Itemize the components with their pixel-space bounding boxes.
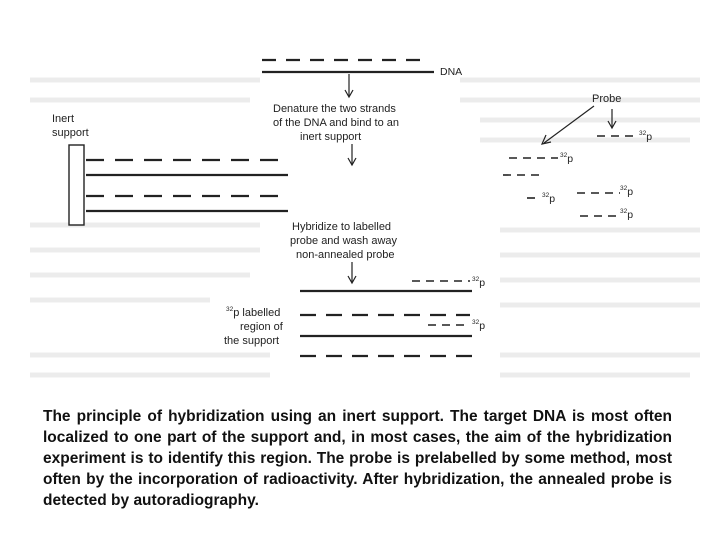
annealed-probe-1-label: $^{32}$p xyxy=(472,276,486,289)
support-label-line2: support xyxy=(52,127,89,139)
step2-line2: probe and wash away xyxy=(290,235,398,247)
svg-text:32p: $^{32}$p xyxy=(639,130,653,143)
step2-line1: Hybridize to labelled xyxy=(292,221,392,233)
inert-support-block xyxy=(69,145,84,225)
free-probe-32p-labels xyxy=(542,130,652,221)
region-label-line2: region of xyxy=(240,321,283,333)
svg-text:32p: $^{32}$p xyxy=(542,192,556,205)
region-label-line3: the support xyxy=(224,335,280,347)
free-probe-fragments xyxy=(503,136,638,216)
region-label-line1: $^{32}$p labelled xyxy=(226,306,281,319)
probe-label: Probe xyxy=(592,93,622,105)
arrow-down-3 xyxy=(348,262,356,283)
step1-line1: Denature the two strands xyxy=(273,103,396,115)
arrow-down-2 xyxy=(348,144,356,165)
annealed-probe-2-label: $^{32}$p xyxy=(472,319,486,332)
svg-text:32p: $^{32}$p xyxy=(560,152,574,165)
svg-text:32p: $^{32}$p xyxy=(620,208,634,221)
step1-line3: inert support xyxy=(300,131,362,143)
svg-text:32p: $^{32}$p xyxy=(620,185,634,198)
step1-line2: of the DNA and bind to an xyxy=(273,117,399,129)
figure-caption: The principle of hybridization using an inert support. The target DNA is most often localized to one part of the support and, in most cases, the aim of the hybridization experiment is to identify this region. The probe is prelabelled by some method, most often by the incorporation of radioactivity. After hybridization, the annealed probe is detected by autoradiography. xyxy=(43,408,672,509)
step2-line3: non-annealed probe xyxy=(296,249,395,261)
arrow-down-1 xyxy=(345,74,353,97)
support-label-line1: Inert xyxy=(52,113,75,125)
dna-label: DNA xyxy=(440,66,463,78)
